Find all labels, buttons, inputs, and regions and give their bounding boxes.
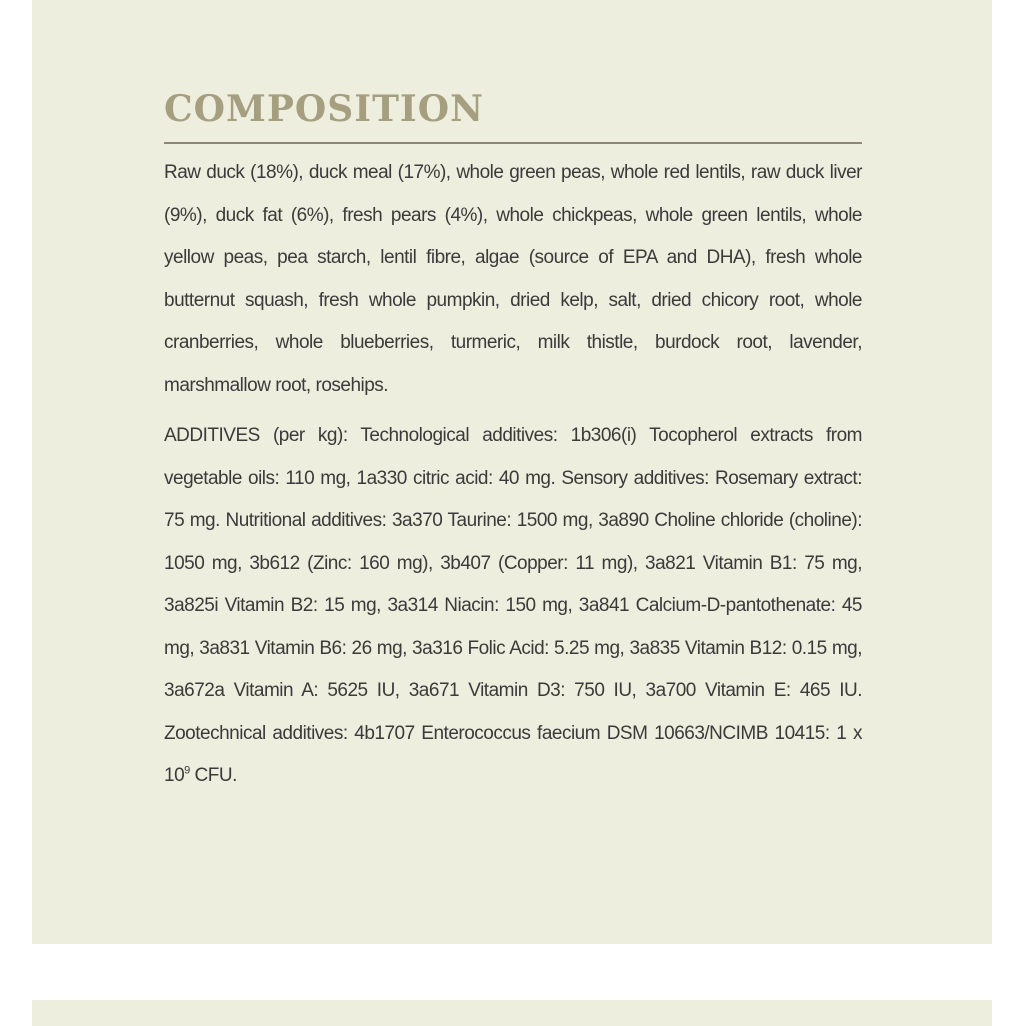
section-divider <box>164 142 862 144</box>
additives-exponent: 9 <box>184 764 190 777</box>
next-panel-edge <box>32 1000 992 1026</box>
ingredients-paragraph: Raw duck (18%), duck meal (17%), whole green peas, whole red lentils, raw duck liver (9%), duck fat (6%), fresh pears (4%), whole chickpeas, whole green lentils, whole yellow peas, pea starch, lentil fibre, algae (source of EPA and DHA), fresh whole butternut squash, fresh whole pumpkin, dried kelp, salt, dried chicory root, whole cranberries, whole blueberries, turmeric, milk thistle, burdock root, lavender, marshmallow root, rosehips. <box>164 162 862 396</box>
composition-content <box>164 86 862 798</box>
additives-text: ADDITIVES (per kg): Technological additives: 1b306(i) Tocopherol extracts from vegetable oils: 110 mg, 1a330 citric acid: 40 mg. Sensory additives: Rosemary extract: 75 mg. Nutritional additives: 3a370 Taurine: 1500 mg, 3a890 Choline chloride (choline): 1050 mg, 3b612 (Zinc: 160 mg), 3b407 (Copper: 11 mg), 3a821 Vitamin B1: 75 mg, 3a825i Vitamin B2: 15 mg, 3a314 Niacin: 150 mg, 3a841 Calcium-D-pantothenate: 45 mg, 3a831 Vitamin B6: 26 mg, 3a316 Folic Acid: 5.25 mg, 3a835 Vitamin B12: 0.15 mg, 3a672a Vitamin A: 5625 IU, 3a671 Vitamin D3: 750 IU, 3a700 Vitamin E: 465 IU. Zootechnical additives: 4b1707 Enterococcus faecium DSM 10663/NCIMB 10415: 1 x 10 <box>164 425 862 786</box>
section-title: COMPOSITION <box>164 88 485 130</box>
additives-tail: CFU. <box>189 765 237 786</box>
composition-panel <box>32 0 992 944</box>
additives-paragraph <box>164 415 862 798</box>
